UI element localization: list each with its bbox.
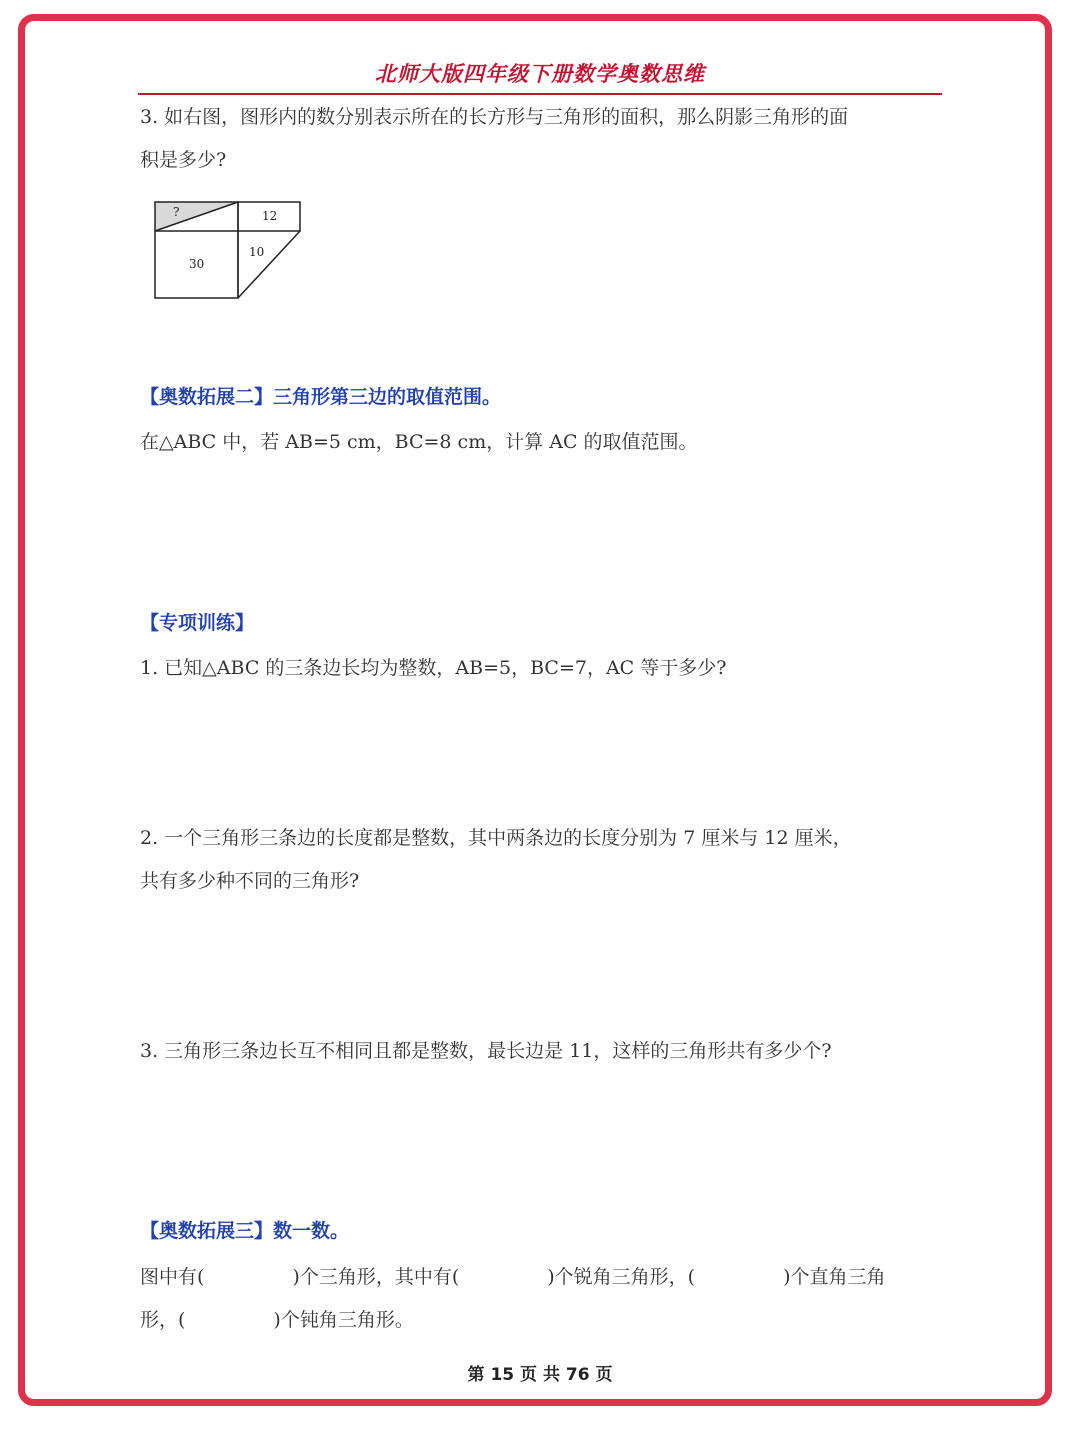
ext3-seg-6: )个钝角三角形。 <box>273 1309 414 1331</box>
ext3-seg-3: )个锐角三角形，( <box>547 1266 696 1288</box>
ext3-seg-5: 形，( <box>140 1309 186 1331</box>
label-shaded: ? <box>173 205 180 219</box>
ext3-line-2 <box>140 1299 950 1342</box>
page-footer: 第 15 页 共 76 页 <box>467 1365 613 1385</box>
label-top-right: 12 <box>262 209 278 223</box>
problem-3-intro <box>140 96 950 182</box>
training-q2 <box>140 817 950 903</box>
ext2-question: 在△ABC 中，若 AB=5 cm，BC=8 cm，计算 AC 的取值范围。 <box>140 431 698 453</box>
ext3-line-1 <box>140 1256 950 1299</box>
header-rule <box>138 93 942 95</box>
ext3-seg-2: )个三角形，其中有( <box>292 1266 460 1288</box>
problem-3-line-1: 3. 如右图，图形内的数分别表示所在的长方形与三角形的面积，那么阴影三角形的面 <box>140 106 849 128</box>
problem-3-line-2: 积是多少? <box>140 149 227 171</box>
ext3-seg-4: )个直角三角 <box>783 1266 886 1288</box>
label-bottom-left: 30 <box>189 257 205 271</box>
training-heading: 【专项训练】 <box>140 612 255 634</box>
training-q2-line-2: 共有多少种不同的三角形? <box>140 870 360 892</box>
training-q1: 1. 已知△ABC 的三条边长均为整数，AB=5，BC=7，AC 等于多少? <box>140 657 727 679</box>
ext2-heading: 【奥数拓展二】三角形第三边的取值范围。 <box>140 386 502 408</box>
training-q2-line-1: 2. 一个三角形三条边的长度都是整数，其中两条边的长度分别为 7 厘米与 12 厘米， <box>140 827 852 849</box>
area-figure <box>148 195 308 305</box>
label-bottom-right: 10 <box>249 245 265 259</box>
right-diagonal <box>238 231 300 298</box>
ext3-question <box>140 1256 950 1342</box>
ext3-heading: 【奥数拓展三】数一数。 <box>140 1220 350 1242</box>
page-header-title: 北师大版四年级下册数学奥数思维 <box>375 62 705 86</box>
training-q3: 3. 三角形三条边长互不相同且都是整数，最长边是 11，这样的三角形共有多少个? <box>140 1040 832 1062</box>
ext3-seg-1: 图中有( <box>140 1266 205 1288</box>
